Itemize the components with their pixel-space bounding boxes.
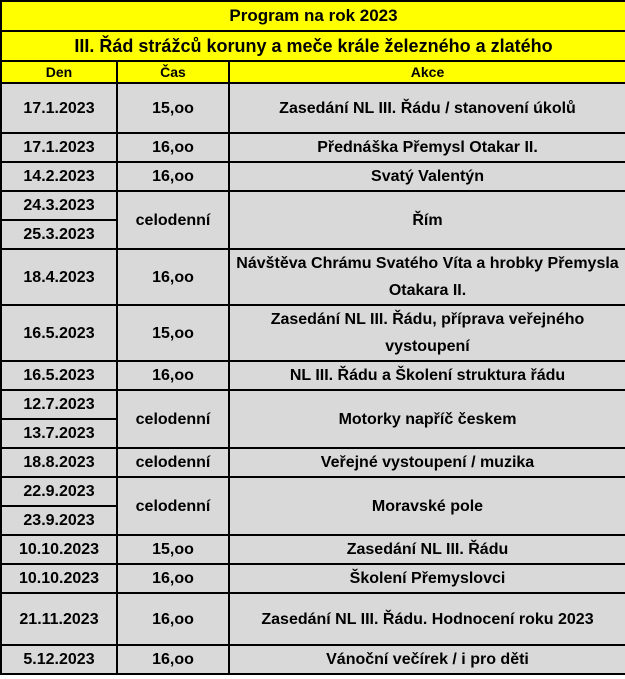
cell-cas: 16,oo [117,361,229,390]
cell-den: 25.3.2023 [1,220,117,249]
cell-cas: 16,oo [117,645,229,674]
cell-den: 10.10.2023 [1,535,117,564]
table-subtitle: III. Řád strážců koruny a meče krále železného a zlatého [1,31,625,61]
cell-akce: Moravské pole [229,477,625,535]
cell-den: 17.1.2023 [1,133,117,162]
cell-akce: Motorky napříč českem [229,390,625,448]
column-header-den: Den [1,61,117,83]
cell-den: 22.9.2023 [1,477,117,506]
table-row [1,448,625,477]
cell-cas: 16,oo [117,162,229,191]
cell-akce: Zasedání NL III. Řádu / stanovení úkolů [229,83,625,133]
table-row [1,390,625,419]
cell-den: 23.9.2023 [1,506,117,535]
table-row [1,535,625,564]
table-row [1,361,625,390]
cell-den: 5.12.2023 [1,645,117,674]
cell-cas: 16,oo [117,133,229,162]
table-row [1,477,625,506]
cell-den: 18.4.2023 [1,249,117,305]
cell-cas: celodenní [117,191,229,249]
cell-den: 10.10.2023 [1,564,117,593]
header-row [1,61,625,83]
cell-cas: celodenní [117,448,229,477]
cell-akce: Veřejné vystoupení / muzika [229,448,625,477]
cell-den: 14.2.2023 [1,162,117,191]
cell-den: 17.1.2023 [1,83,117,133]
subtitle-row [1,31,625,61]
table-row [1,83,625,133]
cell-akce: Školení Přemyslovci [229,564,625,593]
cell-den: 16.5.2023 [1,361,117,390]
cell-akce: Vánoční večírek / i pro děti [229,645,625,674]
cell-den: 24.3.2023 [1,191,117,220]
table-row [1,564,625,593]
column-header-cas: Čas [117,61,229,83]
cell-den: 21.11.2023 [1,593,117,645]
table-row [1,249,625,305]
table-row [1,133,625,162]
cell-cas: celodenní [117,477,229,535]
cell-den: 12.7.2023 [1,390,117,419]
cell-akce: Svatý Valentýn [229,162,625,191]
table-row [1,645,625,674]
cell-akce: Řím [229,191,625,249]
column-header-akce: Akce [229,61,625,83]
cell-cas: 15,oo [117,535,229,564]
table-row [1,162,625,191]
cell-cas: 16,oo [117,249,229,305]
table-row [1,593,625,645]
cell-cas: 16,oo [117,593,229,645]
cell-cas: 15,oo [117,305,229,361]
cell-akce: Návštěva Chrámu Svatého Víta a hrobky Přemysla Otakara II. [229,249,625,305]
cell-cas: 16,oo [117,564,229,593]
cell-cas: 15,oo [117,83,229,133]
table-row [1,191,625,220]
title-row [1,1,625,31]
table-title: Program na rok 2023 [1,1,625,31]
cell-den: 16.5.2023 [1,305,117,361]
cell-akce: Přednáška Přemysl Otakar II. [229,133,625,162]
cell-akce: NL III. Řádu a Školení struktura řádu [229,361,625,390]
table-row [1,305,625,361]
cell-den: 18.8.2023 [1,448,117,477]
cell-akce: Zasedání NL III. Řádu [229,535,625,564]
cell-cas: celodenní [117,390,229,448]
cell-akce: Zasedání NL III. Řádu. Hodnocení roku 2023 [229,593,625,645]
cell-den: 13.7.2023 [1,419,117,448]
cell-akce: Zasedání NL III. Řádu, příprava veřejného vystoupení [229,305,625,361]
